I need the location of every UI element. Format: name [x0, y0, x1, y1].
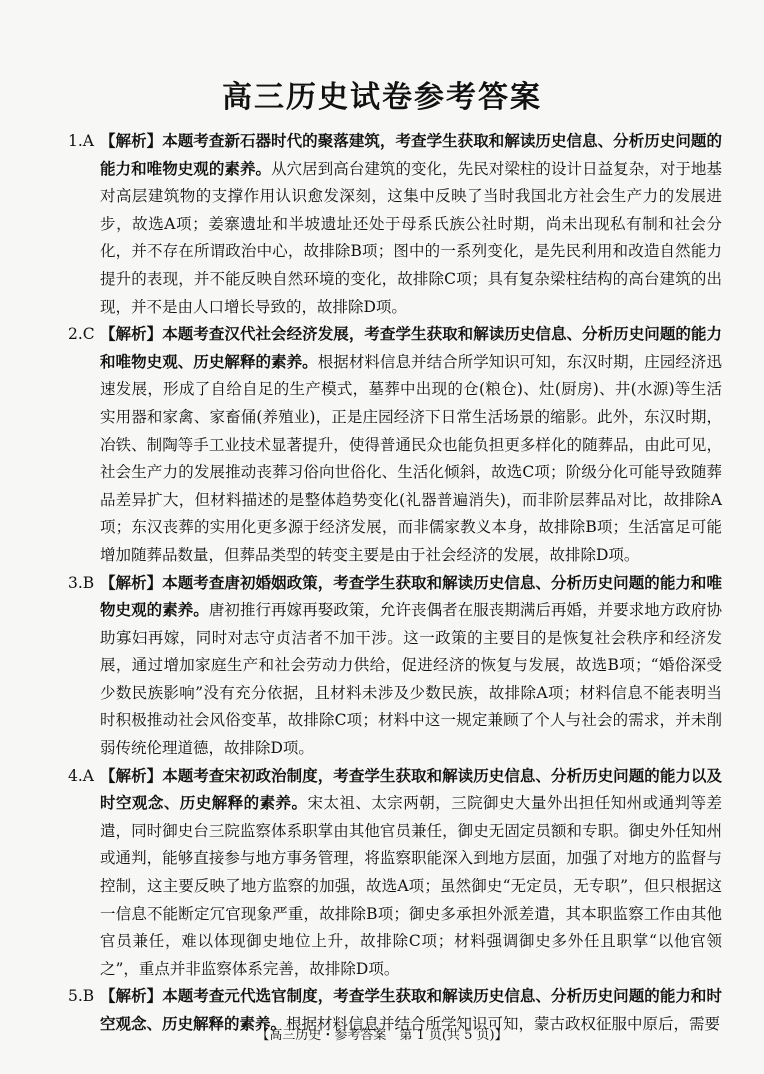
analysis-heading: 【解析】本题考查元代选官制度，考查学生获取和解读历史信息、分析历史问题的能力和时空观念、历史解释的素养。 [100, 987, 722, 1033]
analysis-text: 宋太祖、太宗两朝，三院御史大量外出担任知州或通判等差遣，同时御史台三院监察体系职掌由其他官员兼任，御史无固定员额和专职。御史外任知州或通判，能够直接参与地方事务管理，将监察职能深入到地方层面，加强了对地方的监督与控制，这主要反映了地方监察的加强，故选A项；虽然御史“无定员，无专职”，但只根据这一信息不能断定冗官现象严重，故排除B项；御史多承担外派差遣，其本职监察工作由其他官员兼任，难以体现御史地位上升，故排除C项；材料强调御史多外任且职掌“以他官领之”，重点并非监察体系完善，故排除D项。 [100, 794, 722, 978]
answer-head [68, 321, 95, 349]
answer-head [68, 763, 94, 791]
page-footer: 【高三历史・参考答案 第 1 页(共 5 页)】 [256, 1028, 508, 1043]
answer-choice: B [82, 573, 95, 592]
answer-choice: A [82, 132, 94, 150]
question-number: 4. [68, 766, 83, 785]
page-title: 高三历史试卷参考答案 [222, 80, 542, 115]
answer-list [60, 128, 722, 1039]
answer-choice: A [82, 766, 94, 785]
answer-item [60, 128, 722, 321]
question-number: 2. [68, 325, 83, 344]
answer-head [68, 570, 94, 598]
analysis-text: 从穴居到高台建筑的变化，先民对梁柱的设计日益复杂，对于地基对高层建筑物的支撑作用认识愈发深刻，这集中反映了当时我国北方社会生产力的发展进步，故选A项；姜寨遗址和半坡遗址还处于母系氏族公社时期，尚未出现私有制和社会分化，并不存在所谓政治中心，故排除B项；图中的一系列变化，是先民利用和改造自然能力提升的表现，并不能反映自然环境的变化，故排除C项；具有复杂梁柱结构的高台建筑的出现，并不是由人口增长导致的，故排除D项。 [100, 159, 722, 316]
answer-item [60, 570, 722, 763]
answer-head [68, 983, 94, 1011]
analysis-text: 根据材料信息并结合所学知识可知，东汉时期，庄园经济迅速发展，形成了自给自足的生产模式，墓葬中出现的仓(粮仓)、灶(厨房)、井(水源)等生活实用器和家禽、家畜俑(养殖业)，正是庄园经济下日常生活场景的缩影。此外，东汉时期，冶铁、制陶等手工业技术显著提升，使得普通民众也能负担更多样化的随葬品，由此可见，社会生产力的发展推动丧葬习俗向世俗化、生活化倾斜，故选C项；阶级分化可能导致随葬品差异扩大，但材料描述的是整体趋势变化(礼器普遍消失)，而非阶层葬品对比，故排除A项；东汉丧葬的实用化更多源于经济发展，而非儒家教义本身，故排除B项；生活富足可能增加随葬品数量，但葬品类型的转变主要是由于社会经济的发展，故排除D项。 [100, 352, 722, 564]
answer-choice: C [82, 325, 95, 344]
analysis-heading: 【解析】本题考查唐初婚姻政策，考查学生获取和解读历史信息、分析历史问题的能力和唯物史观的素养。 [100, 573, 722, 620]
question-number: 1. [68, 132, 83, 150]
answer-choice: B [82, 987, 95, 1006]
analysis-text: 唐初推行再嫁再娶政策，允许丧偶者在服丧期满后再婚，并要求地方政府协助寡妇再嫁，同时对志守贞洁者不加干涉。这一政策的主要目的是恢复社会秩序和经济发展，通过增加家庭生产和社会劳动力供给，促进经济的恢复与发展，故选B项；“婚俗深受少数民族影响”没有充分依据，且材料未涉及少数民族，故排除A项；材料信息不能表明当时积极推动社会风俗变革，故排除C项；材料中这一规定兼顾了个人与社会的需求，并未削弱传统伦理道德，故排除D项。 [100, 601, 722, 758]
answer-item [60, 763, 722, 984]
analysis-heading: 【解析】本题考查宋初政治制度，考查学生获取和解读历史信息、分析历史问题的能力以及时空观念、历史解释的素养。 [100, 766, 722, 813]
question-number: 5. [68, 987, 83, 1006]
answer-head [68, 128, 94, 156]
analysis-heading: 【解析】本题考查汉代社会经济发展，考查学生获取和解读历史信息、分析历史问题的能力和唯物史观、历史解释的素养。 [100, 325, 722, 371]
answer-item [60, 321, 722, 569]
analysis-text: 根据材料信息并结合所学知识可知，蒙古政权征服中原后，需要 [286, 1015, 721, 1033]
analysis-heading: 【解析】本题考查新石器时代的聚落建筑，考查学生获取和解读历史信息、分析历史问题的能力和唯物史观的素养。 [100, 132, 722, 178]
question-number: 3. [68, 573, 83, 592]
